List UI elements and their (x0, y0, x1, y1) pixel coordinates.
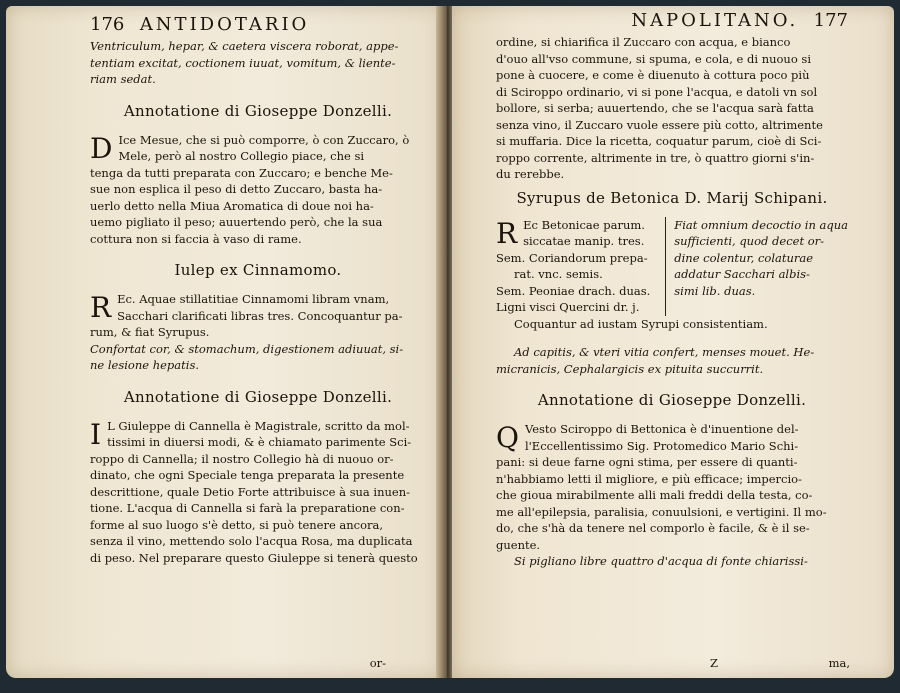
text-line: Si pigliano libre quattro d'acqua di fonte chiarissi- (514, 554, 808, 568)
signature-mark: Z (710, 656, 718, 670)
text-line: n'habbiamo letti il migliore, e più efficace; impercio- (496, 471, 802, 486)
left-page-content (90, 12, 426, 566)
annotation-paragraph-3 (496, 421, 848, 553)
text-line: roppo corrente, altrimente in tre, ò quattro giorni s'in- (496, 150, 815, 165)
italic-line: Ad capitis, & vteri vitia confert, menses mouet. He- (514, 345, 815, 359)
intro-line: Ventriculum, hepar, & caetera viscera roborat, appe- (90, 39, 399, 53)
recipe-ingredients (496, 217, 666, 316)
text-line: dinato, che ogni Speciale tenga preparata la presente (90, 468, 405, 482)
ingredient-line: Ligni visci Quercini dr. j. (496, 300, 640, 314)
right-page (452, 6, 894, 678)
instruction-line: dine colentur, colaturae (674, 250, 814, 265)
text-line: L Giuleppe di Cannella è Magistrale, scritto da mol- (107, 418, 410, 433)
text-line: Mele, però al nostro Collegio piace, che si (118, 149, 365, 163)
catchword-left: or- (369, 656, 386, 670)
text-line: uemo pigliato il peso; auuertendo però, che la sua (90, 215, 383, 229)
running-title-right: NAPOLITANO. (631, 10, 799, 31)
text-line: descrittione, quale Detio Forte attribuisce à sua inuen- (90, 484, 411, 499)
drop-cap: R (496, 216, 518, 250)
drop-cap: D (90, 131, 113, 165)
running-head-left (90, 12, 426, 38)
text-line: roppo di Cannella; il nostro Collegio hà di nuouo or- (90, 451, 394, 466)
text-line: du rerebbe. (496, 167, 565, 181)
section-heading-annotatione-1: Annotatione di Gioseppe Donzelli. (123, 101, 393, 120)
italic-line: micranicis, Cephalargicis ex pituita succurrit. (496, 361, 764, 376)
instruction-line: Fiat omnium decoctio in aqua (674, 217, 848, 232)
text-line: bollore, si serba; auuertendo, che se l'acqua sarà fatta (496, 101, 814, 115)
text-line: tione. L'acqua di Cannella si farà la preparatione con- (90, 501, 405, 515)
instruction-line: addatur Sacchari albis- (674, 267, 810, 281)
section-heading-annotatione-2: Annotatione di Gioseppe Donzelli. (123, 387, 393, 406)
text-line: Sacchari clarificati libras tres. Concoquantur pa- (117, 308, 403, 323)
text-line: che gioua mirabilmente alli mali freddi della testa, co- (496, 488, 813, 502)
recipe-end-line: Coquantur ad iustam Syrupi consistentiam. (514, 316, 768, 331)
recipe-table (496, 217, 848, 316)
drop-cap: I (90, 417, 102, 451)
annotation-paragraph-1 (90, 132, 426, 248)
section-heading-syrupus: Syrupus de Betonica D. Marij Schipani. (516, 188, 828, 207)
recipe-paragraph (90, 291, 426, 374)
text-line: si muffaria. Dice la ricetta, coquatur parum, cioè di Sci- (496, 134, 822, 148)
text-line: ordine, si chiarifica il Zuccaro con acqua, e bianco (496, 35, 791, 49)
ingredient-line: siccatae manip. tres. (523, 234, 645, 248)
section-heading-iulep: Iulep ex Cinnamomo. (174, 261, 342, 279)
running-head-right (496, 8, 848, 34)
text-line: rum, & fiat Syrupus. (90, 325, 210, 339)
text-line: d'ouo all'vso commune, si spuma, e cola, e di nuouo si (496, 51, 811, 66)
ingredient-line: rat. vnc. semis. (514, 267, 603, 281)
right-page-content (496, 10, 848, 570)
text-line: pone à cuocere, e come è diuenuto à cottura poco più (496, 68, 810, 82)
page-number-left: 176 (90, 14, 125, 35)
ingredient-line: Sem. Peoniae drach. duas. (496, 283, 651, 298)
text-line: forme al suo luogo s'è detto, si può tenere ancora, (90, 517, 384, 532)
italic-line: Confortat cor, & stomachum, digestionem adiuuat, si- (90, 341, 404, 356)
instruction-line: simi lib. duas. (674, 283, 756, 298)
catchword-right: ma, (828, 656, 850, 670)
text-line: senza il vino, mettendo solo l'acqua Rosa, ma duplicata (90, 534, 413, 548)
text-line: di Sciroppo ordinario, vi si pone l'acqua, e datoli vn sol (496, 84, 818, 99)
instruction-line: sufficienti, quod decet or- (674, 234, 825, 248)
text-line: tenga da tutti preparata con Zuccaro; e benche Me- (90, 165, 393, 180)
text-line: do, che s'hà da tenere nel comporlo è facile, & è il se- (496, 521, 810, 535)
text-line: sue non esplica il peso di detto Zuccaro, basta ha- (90, 182, 383, 196)
annotation-paragraph-2 (90, 418, 426, 567)
text-line: Ice Mesue, che si può comporre, ò con Zuccaro, ò (118, 132, 410, 147)
ingredient-line: Ec Betonicae parum. (523, 217, 645, 232)
text-line: pani: si deue farne ogni stima, per essere di quanti- (496, 455, 798, 469)
drop-cap: Q (496, 421, 519, 454)
section-heading-annotatione-3: Annotatione di Gioseppe Donzelli. (537, 391, 807, 409)
text-line: cottura non si faccia à vaso di rame. (90, 231, 302, 246)
text-line: me all'epilepsia, paralisia, conuulsioni, e vertigini. Il mo- (496, 504, 827, 519)
ingredient-line: Sem. Coriandorum prepa- (496, 250, 648, 265)
running-title-left: ANTIDOTARIO (139, 14, 310, 35)
intro-line: riam sedat. (90, 72, 156, 86)
text-line: di peso. Nel preparare questo Giuleppe si tenerà questo (90, 550, 418, 565)
page-number-right: 177 (813, 10, 848, 31)
italic-line: ne lesione hepatis. (90, 358, 200, 372)
intro-line: tentiam excitat, coctionem iuuat, vomitum, & liente- (90, 55, 396, 70)
text-line: tissimi in diuersi modi, & è chiamato parimente Sci- (107, 435, 412, 449)
text-line: Ec. Aquae stillatitiae Cinnamomi libram vnam, (117, 292, 390, 306)
text-line: l'Eccellentissimo Sig. Protomedico Mario Schi- (524, 438, 799, 453)
text-line: uerlo detto nella Miua Aromatica di doue noi ha- (90, 198, 374, 213)
text-line: Vesto Sciroppo di Bettonica è d'inuentione del- (524, 422, 799, 436)
recipe-instructions (666, 217, 848, 316)
text-line: guente. (496, 537, 541, 552)
text-line: senza vino, il Zuccaro vuole essere più cotto, altrimente (496, 117, 823, 132)
left-page (6, 6, 442, 678)
drop-cap: R (90, 291, 112, 324)
